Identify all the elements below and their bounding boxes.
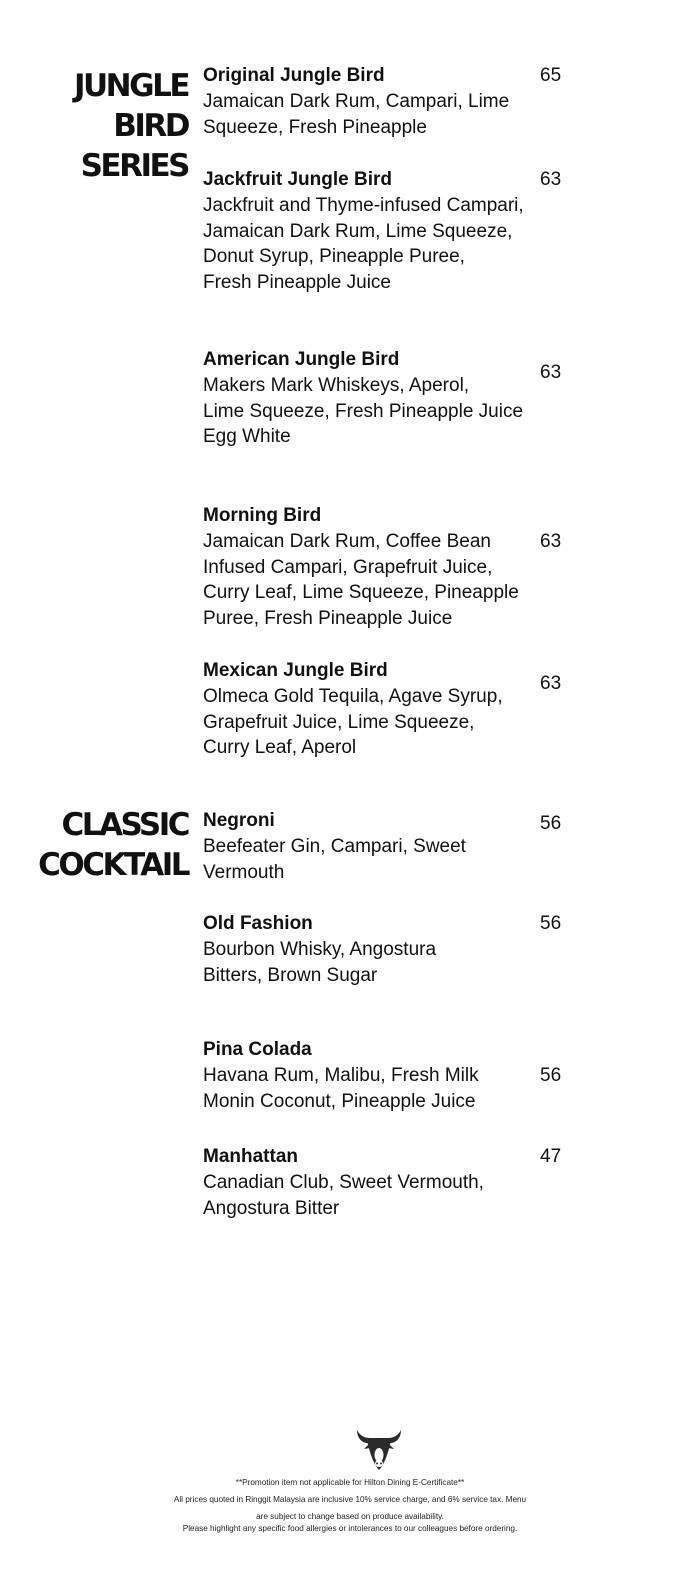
item-name: Morning Bird	[203, 505, 322, 526]
item-price: 56	[540, 1065, 562, 1086]
menu-item	[203, 347, 543, 450]
section-title-line: CLASSIC	[61, 807, 188, 843]
item-name: American Jungle Bird	[203, 349, 400, 370]
item-description: Canadian Club, Sweet Vermouth, Angostura Bitter	[203, 1172, 484, 1219]
item-price: 63	[540, 673, 562, 694]
item-description: Olmeca Gold Tequila, Agave Syrup, Grapefruit Juice, Lime Squeeze, Curry Leaf, Aperol	[203, 686, 503, 759]
item-name: Pina Colada	[203, 1039, 312, 1060]
item-name: Old Fashion	[203, 913, 313, 934]
footer-note: are subject to change based on produce availability.	[256, 1512, 444, 1521]
item-name: Negroni	[203, 810, 275, 831]
item-description: Havana Rum, Malibu, Fresh Milk Monin Coconut, Pineapple Juice	[203, 1065, 479, 1112]
item-price: 63	[540, 362, 562, 383]
item-name: Jackfruit Jungle Bird	[203, 169, 392, 190]
item-description: Bourbon Whisky, Angostura Bitters, Brown Sugar	[203, 939, 437, 986]
item-description: Beefeater Gin, Campari, Sweet Vermouth	[203, 836, 466, 883]
menu-item	[203, 1144, 543, 1221]
item-name: Original Jungle Bird	[203, 65, 385, 86]
menu-item	[203, 1037, 543, 1114]
bull-head-icon	[354, 1425, 404, 1473]
item-description: Jackfruit and Thyme-infused Campari, Jamaican Dark Rum, Lime Squeeze, Donut Syrup, Pineapple Puree, Fresh Pineapple Juice	[203, 195, 524, 293]
section-title-line: BIRD	[113, 108, 188, 144]
menu-item	[203, 658, 543, 761]
menu-item	[203, 808, 543, 885]
item-description: Jamaican Dark Rum, Coffee Bean Infused Campari, Grapefruit Juice, Curry Leaf, Lime Squeeze, Pineapple Puree, Fresh Pineapple Juice	[203, 531, 519, 629]
item-description: Jamaican Dark Rum, Campari, Lime Squeeze, Fresh Pineapple	[203, 91, 510, 138]
section-title-line: SERIES	[80, 148, 188, 184]
promo-note: **Promotion item not applicable for Hilton Dining E-Certificate**	[235, 1478, 465, 1487]
item-description: Makers Mark Whiskeys, Aperol, Lime Squeeze, Fresh Pineapple Juice Egg White	[203, 375, 524, 448]
item-name: Manhattan	[203, 1146, 298, 1167]
footer-note: All prices quoted in Ringgit Malaysia are inclusive 10% service charge, and 6% service tax. Menu	[173, 1495, 527, 1504]
item-price: 56	[540, 913, 562, 934]
item-price: 65	[540, 65, 562, 86]
menu-item	[203, 911, 543, 988]
item-price: 47	[540, 1146, 562, 1167]
section-title-line: JUNGLE	[73, 68, 188, 104]
section-title-line: COCKTAIL	[38, 847, 188, 883]
item-name: Mexican Jungle Bird	[203, 660, 388, 681]
menu-item	[203, 167, 543, 295]
menu-item	[203, 63, 543, 140]
section-title-jungle-bird-series	[74, 66, 188, 186]
footer-note: Please highlight any specific food allergies or intolerances to our colleagues before ordering.	[182, 1524, 518, 1533]
item-price: 63	[540, 531, 562, 552]
section-title-classic-cocktail	[38, 805, 188, 885]
item-price: 63	[540, 169, 562, 190]
menu-item	[203, 503, 543, 631]
item-price: 56	[540, 813, 562, 834]
